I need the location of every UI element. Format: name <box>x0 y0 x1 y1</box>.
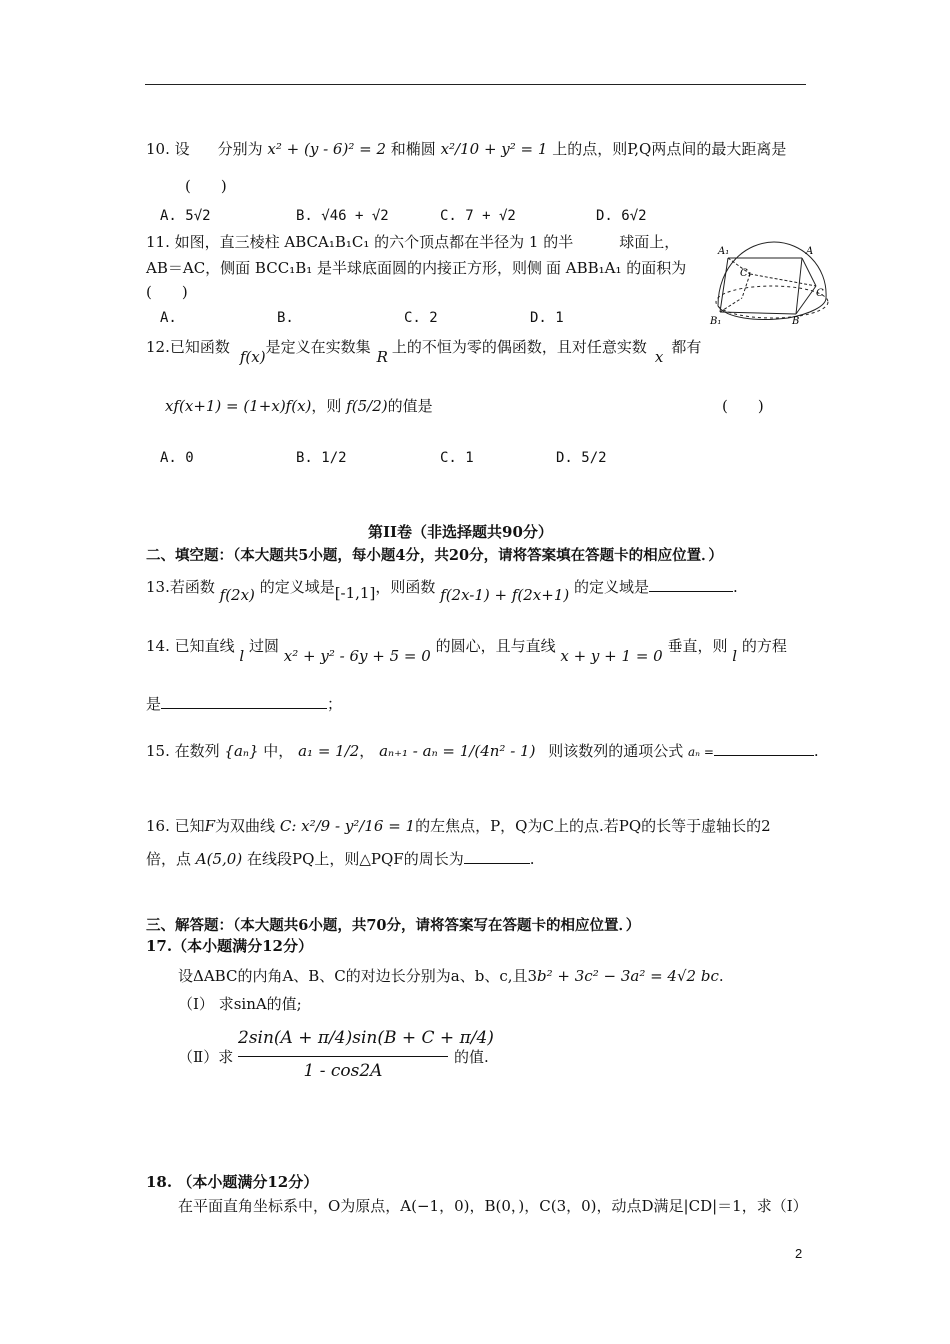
fig-label-a: A <box>806 246 814 257</box>
q14-line2: 是 ； <box>146 695 343 713</box>
section3-heading: 三、解答题：（本大题共6小题，共70分，请将答案写在答题卡的相应位置．） <box>146 917 641 934</box>
q11-bracket: ( ) <box>146 283 188 301</box>
q12-option-a: A. 0 <box>160 450 194 466</box>
q15-line: 15. 在数列 {aₙ} 中， a₁ = 1/2， aₙ₊₁ - aₙ = 1/(4n² - 1) 则该数列的通项公式 aₙ = . <box>146 742 819 760</box>
q17-part1: （Ⅰ） 求sinA的值; <box>178 995 302 1013</box>
q17-denominator: 1 - cos2A <box>303 1061 383 1081</box>
q10-option-c: C. 7 + √2 <box>440 208 516 224</box>
q11-option-a: A. <box>160 310 177 326</box>
q17-numerator: 2sin(A + π/4)sin(B + C + π/4) <box>238 1028 494 1048</box>
q18-line1: 在平面直角坐标系中，O为原点，A(−1，0)，B(0，)，C(3，0)，动点D满足|CD|＝1，求（Ⅰ） <box>178 1197 808 1215</box>
page-number: 2 <box>795 1246 803 1261</box>
q12-option-c: C. 1 <box>440 450 474 466</box>
q13-line: 13.若函数 f(2x) 的定义域是[-1,1]，则函数 f(2x-1) + f(2x+1) 的定义域是 . <box>146 578 738 604</box>
fig-label-b1: B₁ <box>710 316 722 327</box>
q11-option-b: B. <box>277 310 294 326</box>
q18-number: 18. （本小题满分12分） <box>146 1173 319 1191</box>
q10-option-d: D. 6√2 <box>596 208 647 224</box>
q12-option-d: D. 5/2 <box>556 450 607 466</box>
fig-label-c1: C₁ <box>740 268 752 279</box>
q16-line1: 16. 已知F为双曲线 C: x²/9 - y²/16 = 1的左焦点，P，Q为C上的点.若PQ的长等于虚轴长的2 <box>146 817 771 835</box>
header-rule <box>145 84 806 85</box>
q12-bracket: ( ) <box>722 397 764 415</box>
hemisphere-prism-figure <box>706 236 832 328</box>
q12-line2: xf(x+1) = (1+x)f(x)，则 f(5/2)的值是 <box>165 397 433 415</box>
q17-number: 17.（本小题满分12分） <box>146 937 313 955</box>
q12-option-b: B. 1/2 <box>296 450 347 466</box>
q11-line2: AB＝AC，侧面 BCC₁B₁ 是半球底面圆的内接正方形，则侧 面 ABB₁A₁ 的面积为 <box>146 259 687 277</box>
q17-part2-label: （Ⅱ）求 <box>178 1048 234 1066</box>
fraction-bar <box>238 1056 448 1057</box>
q14-line1: 14. 已知直线 l 过圆 x² + y² - 6y + 5 = 0 的圆心，且与直线 x + y + 1 = 0 垂直，则 l 的方程 <box>146 637 787 665</box>
section2-title: 第II卷（非选择题共90分） <box>368 523 553 541</box>
fig-label-b: B <box>792 316 800 327</box>
q12-line1: 12.已知函数f(x)是定义在实数集R上的不恒为零的偶函数，且对任意实数x都有 <box>146 338 702 366</box>
q10-bracket: ( ) <box>185 177 227 195</box>
section2-heading: 二、填空题：（本大题共5小题，每小题4分，共20分，请将答案填在答题卡的相应位置．） <box>146 547 723 564</box>
q11-line1: 11. 如图，直三棱柱 ABCA₁B₁C₁ 的六个顶点都在半径为 1 的半 球面上， <box>146 233 680 251</box>
q17-line1: 设ΔABC的内角A、B、C的对边长分别为a、b、c,且3b² + 3c² − 3a² = 4√2 bc. <box>178 967 724 985</box>
q11-option-c: C. 2 <box>404 310 438 326</box>
fig-label-c: C <box>816 288 824 299</box>
q10-option-a: A. 5√2 <box>160 208 211 224</box>
q16-line2: 倍，点 A(5,0) 在线段PQ上，则△PQF的周长为 . <box>146 850 535 868</box>
fig-label-a1: A₁ <box>718 246 730 257</box>
q10-stem: 10. 设 分别为 x² + (y - 6)² = 2 和椭圆 x²/10 + y² = 1 上的点，则P,Q两点间的最大距离是 <box>146 140 787 158</box>
q17-part2-end: 的值. <box>454 1048 489 1066</box>
q11-option-d: D. 1 <box>530 310 564 326</box>
q10-option-b: B. √46 + √2 <box>296 208 389 224</box>
